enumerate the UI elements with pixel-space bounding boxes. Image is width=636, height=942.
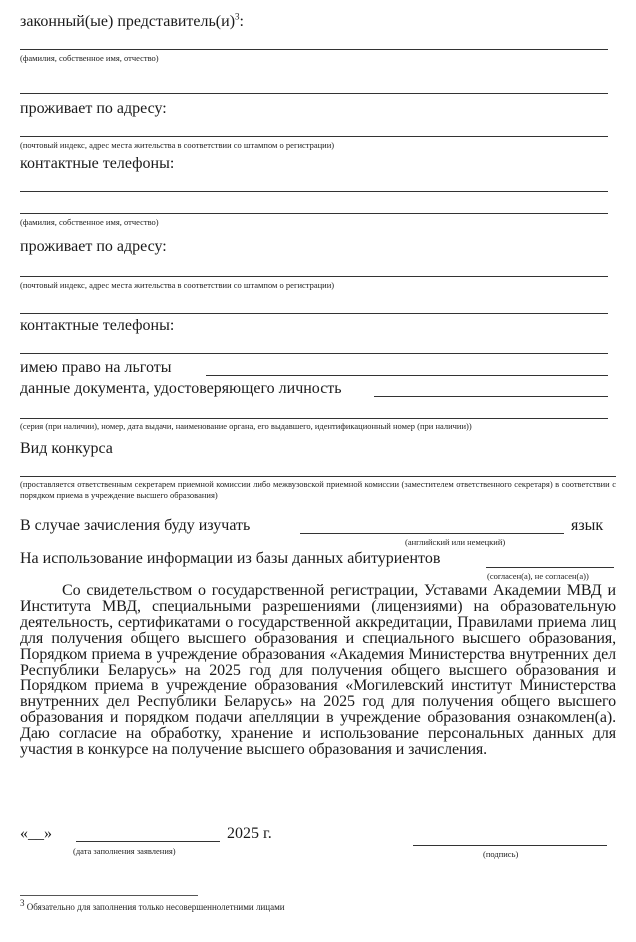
phones-label-1: контактные телефоны:: [20, 155, 175, 172]
address-label-2: проживает по адресу:: [20, 238, 167, 255]
date-day-field[interactable]: «__»: [20, 825, 52, 842]
id-document-line-2[interactable]: [20, 418, 608, 419]
benefits-line[interactable]: [206, 375, 608, 376]
legal-rep-2-name-line[interactable]: [20, 213, 608, 214]
id-document-line[interactable]: [374, 396, 608, 397]
language-suffix: язык: [571, 517, 604, 534]
contest-type-line[interactable]: [20, 476, 616, 477]
address-line-2[interactable]: [20, 276, 608, 277]
language-label: В случае зачисления буду изучать: [20, 517, 251, 534]
address-caption-2: (почтовый индекс, адрес места жительства в соответствии со штампом о регистрации): [20, 280, 335, 290]
contest-type-label: Вид конкурса: [20, 440, 113, 457]
date-month-line[interactable]: [76, 841, 220, 842]
date-caption: (дата заполнения заявления): [73, 846, 176, 856]
signature-line[interactable]: [413, 845, 607, 846]
address-line-1[interactable]: [20, 136, 608, 137]
phones-label-2: контактные телефоны:: [20, 317, 175, 334]
year-label: 2025 г.: [227, 825, 272, 842]
fio-caption-1: (фамилия, собственное имя, отчество): [20, 53, 159, 63]
signature-caption: (подпись): [483, 849, 519, 859]
id-document-caption: (серия (при наличии), номер, дата выдачи, наименование органа, его выдавшего, идентификационный номер (при наличии)): [20, 421, 472, 431]
legal-rep-name-line-1[interactable]: [20, 49, 608, 50]
address-label-1: проживает по адресу:: [20, 100, 167, 117]
database-consent-label: На использование информации из базы данных абитуриентов: [20, 550, 441, 567]
id-document-label: данные документа, удостоверяющего личность: [20, 380, 342, 397]
legal-rep-name-line-2[interactable]: [20, 93, 608, 94]
address-line-2b[interactable]: [20, 313, 608, 314]
database-consent-line[interactable]: [486, 567, 614, 568]
phones-line-1[interactable]: [20, 191, 608, 192]
footnote: $^3$ Обязательно для заполнения только несовершеннолетними лицами: [20, 898, 285, 912]
address-caption-1: (почтовый индекс, адрес места жительства в соответствии со штампом о регистрации): [20, 140, 335, 150]
fio-caption-2: (фамилия, собственное имя, отчество): [20, 217, 159, 227]
footnote-separator: [20, 895, 198, 896]
language-caption: (английский или немецкий): [405, 537, 506, 547]
legal-representative-label: законный(ые) $представитель(и)^3$:: [20, 11, 244, 30]
contest-type-caption: (проставляется ответственным секретарем приемной комиссии либо межвузовской приемной комиссии (заместителем ответственного секретаря) в соответствии с порядком приема в учреждение высшего образования): [20, 479, 616, 500]
database-consent-caption: (согласен(а), не согласен(а)): [487, 571, 589, 581]
consent-paragraph: Со свидетельством о государственной регистрации, Уставами Академии МВД и Института МВД, специальными разрешениями (лицензиями) на образовательную деятельность, сертификатами о государственной аккредитации, Правилами приема лиц для получения общего высшего образования и специального высшего образования, Порядком приема в учреждение образования «Академия Министерства внутренних дел Республики Беларусь» на 2025 год для получения общего высшего образования и Порядком приема в учреждение образования «Могилевский институт Министерства внутренних дел Республики Беларусь» на 2025 год для получения общего высшего образования и порядком подачи апелляции в учреждение образования ознакомлен(а). Даю согласие на обработку, хранение и использование персональных данных для участия в конкурсе на получение высшего образования и зачисления.: [20, 582, 616, 759]
phones-line-2[interactable]: [20, 353, 608, 354]
benefits-label: имею право на льготы: [20, 359, 172, 376]
language-line[interactable]: [300, 533, 564, 534]
